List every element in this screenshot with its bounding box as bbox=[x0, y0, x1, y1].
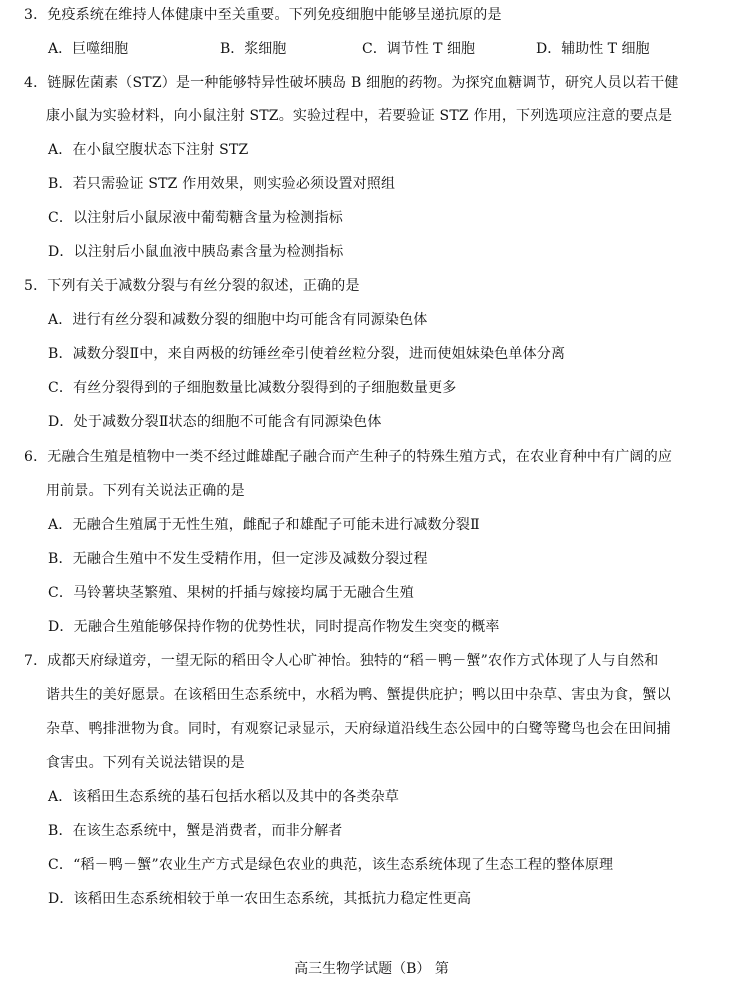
question-7-stem-line-2: 谐共生的美好愿景。在该稻田生态系统中，水稻为鸭、蟹提供庇护；鸭以田中杂草、害虫为食，蟹以 bbox=[46, 687, 671, 703]
question-5-stem: 5．下列有关于减数分裂与有丝分裂的叙述，正确的是 bbox=[24, 278, 360, 294]
question-6-option-c: C．马铃薯块茎繁殖、果树的扦插与嫁接均属于无融合生殖 bbox=[48, 585, 414, 601]
question-6-option-a: A．无融合生殖属于无性生殖，雌配子和雄配子可能未进行减数分裂Ⅱ bbox=[48, 517, 480, 533]
question-7-stem-line-1: 7．成都天府绿道旁，一望无际的稻田令人心旷神怡。独特的“稻－鸭－蟹”农作方式体现了人与自然和 bbox=[24, 653, 659, 669]
question-4-stem-line-2: 康小鼠为实验材料，向小鼠注射 STZ。实验过程中，若要验证 STZ 作用，下列选项应注意的要点是 bbox=[46, 108, 673, 124]
question-4-option-d: D．以注射后小鼠血液中胰岛素含量为检测指标 bbox=[48, 244, 344, 260]
question-7-option-a: A．该稻田生态系统的基石包括水稻以及其中的各类杂草 bbox=[48, 789, 400, 805]
question-5-option-b: B．减数分裂Ⅱ中，来自两极的纺锤丝牵引使着丝粒分裂，进而使姐妹染色单体分离 bbox=[48, 346, 566, 362]
question-7-option-d: D．该稻田生态系统相较于单一农田生态系统，其抵抗力稳定性更高 bbox=[48, 891, 472, 907]
question-7-stem-line-3: 杂草、鸭排泄物为食。同时，有观察记录显示，天府绿道沿线生态公园中的白鹭等鹭鸟也会在田间捕 bbox=[46, 721, 671, 737]
question-6-option-b: B．无融合生殖中不发生受精作用，但一定涉及减数分裂过程 bbox=[48, 551, 428, 567]
question-7-option-c: C．“稻－鸭－蟹”农业生产方式是绿色农业的典范，该生态系统体现了生态工程的整体原理 bbox=[48, 857, 614, 873]
question-6-stem-line-1: 6．无融合生殖是植物中一类不经过雌雄配子融合而产生种子的特殊生殖方式，在农业育种中有广阔的应 bbox=[24, 449, 673, 465]
question-3-option-d: D．辅助性 T 细胞 bbox=[536, 41, 650, 57]
question-4-stem-line-1: 4．链脲佐菌素（STZ）是一种能够特异性破坏胰岛 B 细胞的药物。为探究血糖调节，研究人员以若干健 bbox=[24, 75, 679, 91]
question-6-stem-line-2: 用前景。下列有关说法正确的是 bbox=[46, 483, 245, 499]
question-3-option-a: A．巨噬细胞 bbox=[48, 41, 129, 57]
question-4-option-b: B．若只需验证 STZ 作用效果，则实验必须设置对照组 bbox=[48, 176, 396, 192]
question-4-option-c: C．以注射后小鼠尿液中葡萄糖含量为检测指标 bbox=[48, 210, 343, 226]
question-6-option-d: D．无融合生殖能够保持作物的优势性状，同时提高作物发生突变的概率 bbox=[48, 619, 500, 635]
question-3-stem: 3．免疫系统在维持人体健康中至关重要。下列免疫细胞中能够呈递抗原的是 bbox=[24, 7, 502, 23]
question-5-option-d: D．处于减数分裂Ⅱ状态的细胞不可能含有同源染色体 bbox=[48, 414, 382, 430]
question-5-option-a: A．进行有丝分裂和减数分裂的细胞中均可能含有同源染色体 bbox=[48, 312, 428, 328]
question-3-option-b: B．浆细胞 bbox=[220, 41, 287, 57]
question-7-stem-line-4: 食害虫。下列有关说法错误的是 bbox=[46, 755, 245, 771]
question-7-option-b: B．在该生态系统中，蟹是消费者，而非分解者 bbox=[48, 823, 343, 839]
question-4-option-a: A．在小鼠空腹状态下注射 STZ bbox=[48, 142, 249, 158]
question-3-option-c: C．调节性 T 细胞 bbox=[362, 41, 475, 57]
page-footer: 高三生物学试题（B） 第 bbox=[294, 961, 449, 977]
question-5-option-c: C．有丝分裂得到的子细胞数量比减数分裂得到的子细胞数量更多 bbox=[48, 380, 457, 396]
